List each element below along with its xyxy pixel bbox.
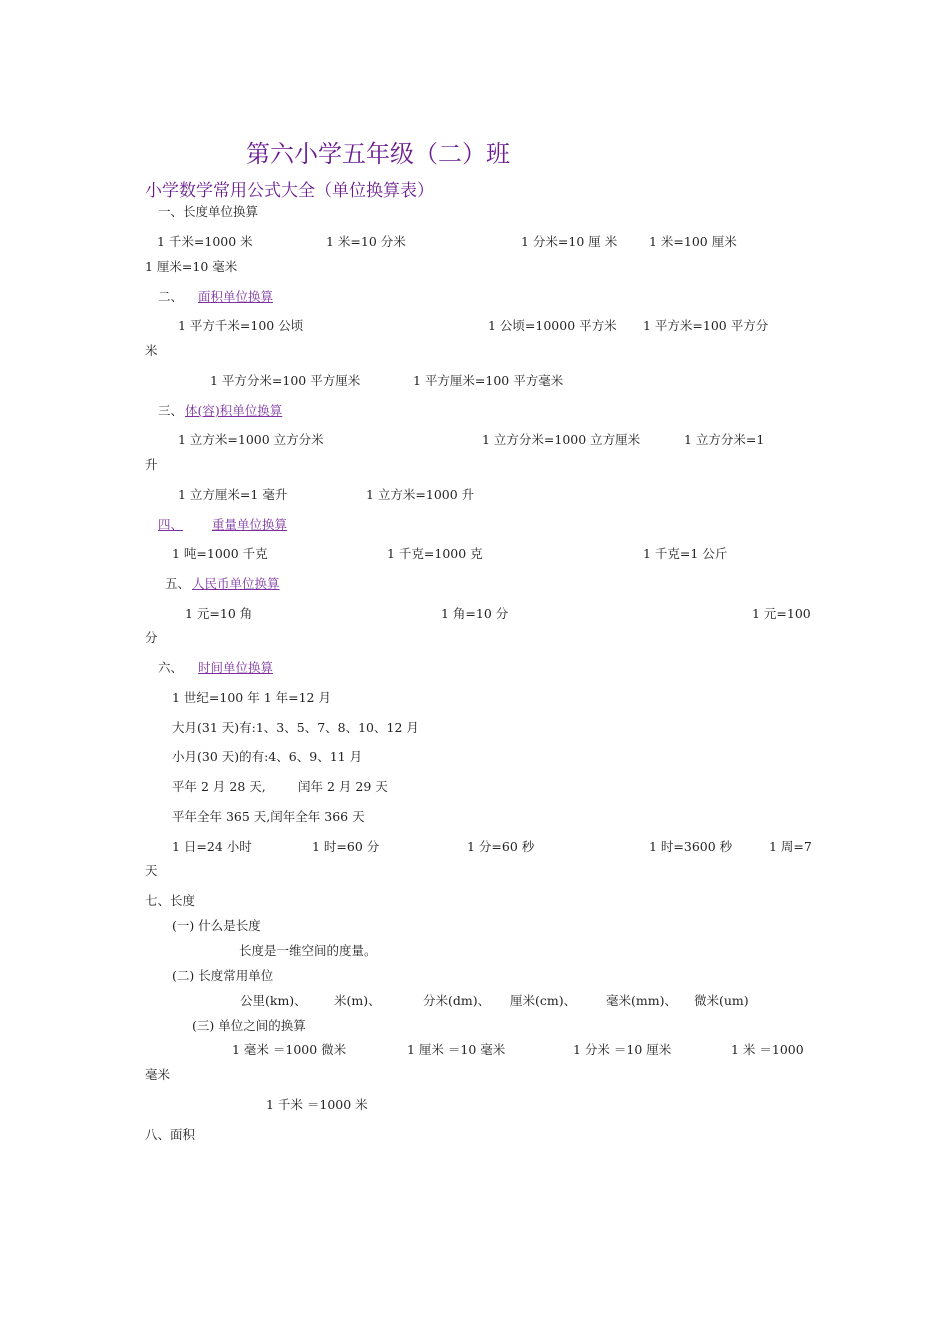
time-line: 平年 2 月 28 天, bbox=[172, 779, 266, 794]
subsection-heading: (一) 什么是长度 bbox=[172, 918, 261, 933]
conversion-item: 1 千米=1000 米 bbox=[157, 234, 253, 249]
conversion-item: 1 平方千米=100 公顷 bbox=[178, 318, 304, 333]
page-subtitle: 小学数学常用公式大全（单位换算表） bbox=[145, 181, 434, 201]
conversion-item: 1 公顷=10000 平方米 bbox=[488, 318, 617, 333]
subsection-heading: (二) 长度常用单位 bbox=[172, 968, 274, 983]
conversion-item: 1 分米=10 厘 米 bbox=[521, 234, 618, 249]
conversion-item: 1 毫米 ＝1000 微米 bbox=[232, 1042, 347, 1057]
conversion-item: 1 千克=1000 克 bbox=[387, 546, 483, 561]
conversion-item: 1 立方分米=1000 立方厘米 bbox=[482, 432, 641, 447]
conversion-item: 1 时=60 分 bbox=[312, 839, 380, 854]
section-5-number: 五、 bbox=[165, 576, 191, 591]
time-line: 平年全年 365 天,闰年全年 366 天 bbox=[172, 809, 365, 824]
unit-item: 公里(km)、 bbox=[240, 993, 307, 1008]
conversion-item: 1 厘米 ＝10 毫米 bbox=[407, 1042, 506, 1057]
conversion-item: 1 分=60 秒 bbox=[467, 839, 535, 854]
conversion-item: 1 分米 ＝10 厘米 bbox=[573, 1042, 672, 1057]
conversion-item: 1 米 ＝1000 bbox=[731, 1042, 804, 1057]
section-5-heading-link[interactable]: 人民币单位换算 bbox=[192, 576, 280, 591]
conversion-item: 升 bbox=[145, 457, 158, 472]
unit-item: 厘米(cm)、 bbox=[510, 993, 577, 1008]
conversion-item: 1 周=7 bbox=[769, 839, 812, 854]
conversion-item: 1 千米 ＝1000 米 bbox=[266, 1097, 368, 1112]
section-6-number: 六、 bbox=[158, 660, 184, 675]
conversion-item: 分 bbox=[145, 630, 158, 645]
conversion-item: 1 千克=1 公斤 bbox=[643, 546, 728, 561]
conversion-item: 米 bbox=[145, 343, 158, 358]
unit-item: 微米(um) bbox=[694, 993, 749, 1008]
unit-item: 米(m)、 bbox=[334, 993, 381, 1008]
conversion-item: 1 吨=1000 千克 bbox=[172, 546, 268, 561]
section-2-heading-link[interactable]: 面积单位换算 bbox=[198, 289, 274, 304]
conversion-item: 1 日=24 小时 bbox=[172, 839, 252, 854]
page-title: 第六小学五年级（二）班 bbox=[246, 140, 510, 168]
subsection-heading: (三) 单位之间的换算 bbox=[192, 1018, 306, 1033]
section-4-number[interactable]: 四、 bbox=[158, 517, 184, 532]
conversion-item: 1 元=100 bbox=[752, 606, 811, 621]
conversion-item: 1 立方分米=1 bbox=[684, 432, 765, 447]
section-3-number: 三、 bbox=[158, 403, 184, 418]
conversion-item: 1 角=10 分 bbox=[441, 606, 509, 621]
conversion-item: 天 bbox=[145, 863, 158, 878]
conversion-item: 1 厘米=10 毫米 bbox=[145, 259, 238, 274]
conversion-item: 1 米=100 厘米 bbox=[649, 234, 737, 249]
section-6-heading-link[interactable]: 时间单位换算 bbox=[198, 660, 274, 675]
section-1-heading: 一、长度单位换算 bbox=[158, 204, 259, 219]
time-line: 大月(31 天)有:1、3、5、7、8、10、12 月 bbox=[172, 720, 419, 735]
section-8-heading: 八、面积 bbox=[145, 1127, 196, 1142]
unit-item: 毫米(mm)、 bbox=[606, 993, 677, 1008]
time-line: 小月(30 天)的有:4、6、9、11 月 bbox=[172, 749, 363, 764]
time-line: 闰年 2 月 29 天 bbox=[298, 779, 388, 794]
conversion-item: 1 时=3600 秒 bbox=[649, 839, 733, 854]
section-7-heading: 七、长度 bbox=[145, 893, 196, 908]
conversion-item: 1 米=10 分米 bbox=[326, 234, 406, 249]
conversion-item: 1 平方分米=100 平方厘米 bbox=[210, 373, 361, 388]
section-2-number: 二、 bbox=[158, 289, 184, 304]
conversion-item: 1 平方厘米=100 平方毫米 bbox=[413, 373, 564, 388]
definition-text: 长度是一维空间的度量。 bbox=[239, 943, 377, 958]
time-line: 1 世纪=100 年 1 年=12 月 bbox=[172, 690, 331, 705]
conversion-item: 1 立方米=1000 立方分米 bbox=[178, 432, 324, 447]
conversion-item: 1 平方米=100 平方分 bbox=[643, 318, 769, 333]
unit-item: 分米(dm)、 bbox=[423, 993, 491, 1008]
section-3-heading-link[interactable]: 体(容)积单位换算 bbox=[185, 403, 283, 418]
conversion-item: 1 立方米=1000 升 bbox=[366, 487, 475, 502]
conversion-item: 1 立方厘米=1 毫升 bbox=[178, 487, 288, 502]
conversion-item: 1 元=10 角 bbox=[185, 606, 253, 621]
section-4-heading-link[interactable]: 重量单位换算 bbox=[212, 517, 288, 532]
conversion-item: 毫米 bbox=[145, 1067, 171, 1082]
